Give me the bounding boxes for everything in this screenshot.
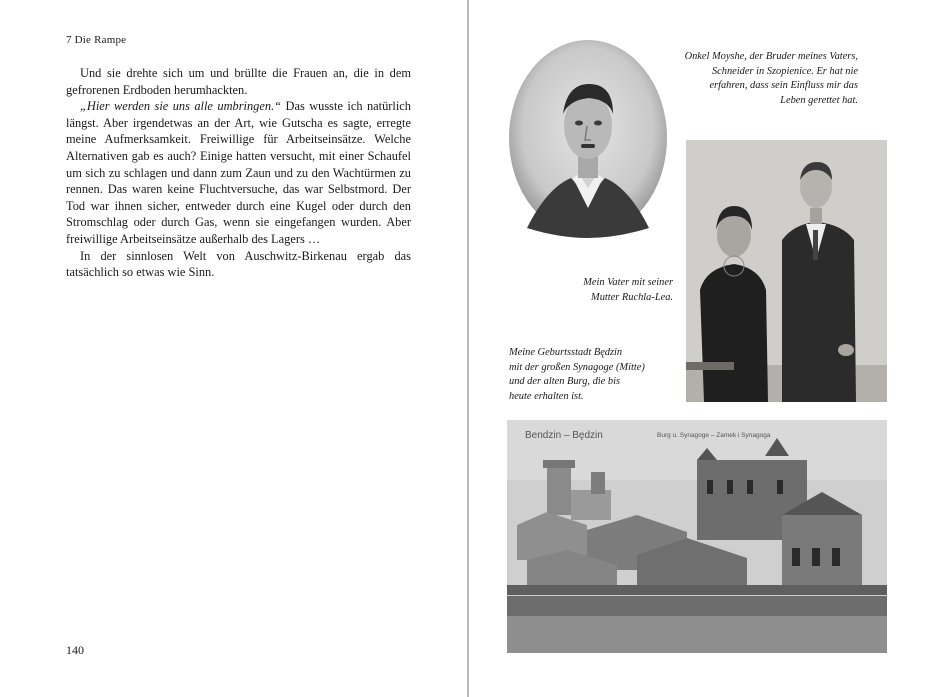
- body-text: [66, 65, 411, 281]
- left-page: [0, 0, 467, 697]
- right-page: [469, 0, 936, 697]
- caption-father: [563, 276, 673, 305]
- caption-uncle-line-4: Leben gerettet hat.: [780, 94, 858, 106]
- portrait-uncle-photo: [507, 38, 669, 238]
- caption-bedzin-line-1: Meine Geburtsstadt Będzin: [509, 347, 623, 358]
- caption-father-line-2: Mutter Ruchla-Lea.: [591, 291, 673, 303]
- quote-emphasis: „Hier werden sie uns alle umbringen.“: [80, 99, 282, 114]
- caption-uncle: [648, 50, 858, 108]
- caption-uncle-line-1: Onkel Moyshe, der Bruder meines Vaters,: [684, 51, 858, 62]
- page-number: 140: [66, 643, 84, 657]
- caption-uncle-line-3: erfahren, dass sein Einfluss mir das: [709, 80, 858, 91]
- postcard-title: Bendzin – Będzin: [525, 430, 603, 441]
- caption-bedzin-line-2: mit der großen Synagoge (Mitte): [509, 361, 645, 373]
- paragraph-2: [66, 98, 411, 247]
- caption-father-line-1: Mein Vater mit seiner: [583, 277, 673, 288]
- paragraph-2-text: Das wusste ich natürlich längst. Aber irgendetwas an der Art, wie Gutscha es sagte, erregte meine Aufmerksamkeit. Freiwillige für Arbeitseinsätze. Welche Alternativen gab es auch? Einige hatten versucht, mit einer Schaufel um sich zu schlagen und dann zum Zaun und zu den Wachtürmen zu rennen. Das waren keine Fluchtversuche, das war Selbstmord. Der Tod war ihnen sicher, entweder durch eine Kugel oder durch den Stromschlag oder durch Gas, wenn sie eingefangen wurden. Aber freiwillige Arbeitseinsätze außerhalb des Lagers …: [66, 99, 411, 246]
- caption-bedzin: [509, 346, 669, 404]
- paragraph-1: Und sie drehte sich um und brüllte die Frauen an, die in dem gefrorenen Erdboden herumhackten.: [66, 66, 411, 97]
- postcard-subtitle: Burg u. Synagoge – Zamek i Synagoga: [657, 432, 771, 439]
- father-mother-photo: [686, 140, 887, 402]
- caption-uncle-line-2: Schneider in Szopienice. Er hat nie: [711, 65, 858, 77]
- paragraph-3: In der sinnlosen Welt von Auschwitz-Birkenau ergab das tatsächlich so etwas wie Sinn.: [66, 248, 411, 280]
- running-head: 7 Die Rampe: [66, 34, 127, 46]
- caption-bedzin-line-3: und der alten Burg, die bis: [509, 376, 621, 387]
- bedzin-postcard-photo: [507, 420, 887, 653]
- caption-bedzin-line-4: heute erhalten ist.: [509, 390, 584, 402]
